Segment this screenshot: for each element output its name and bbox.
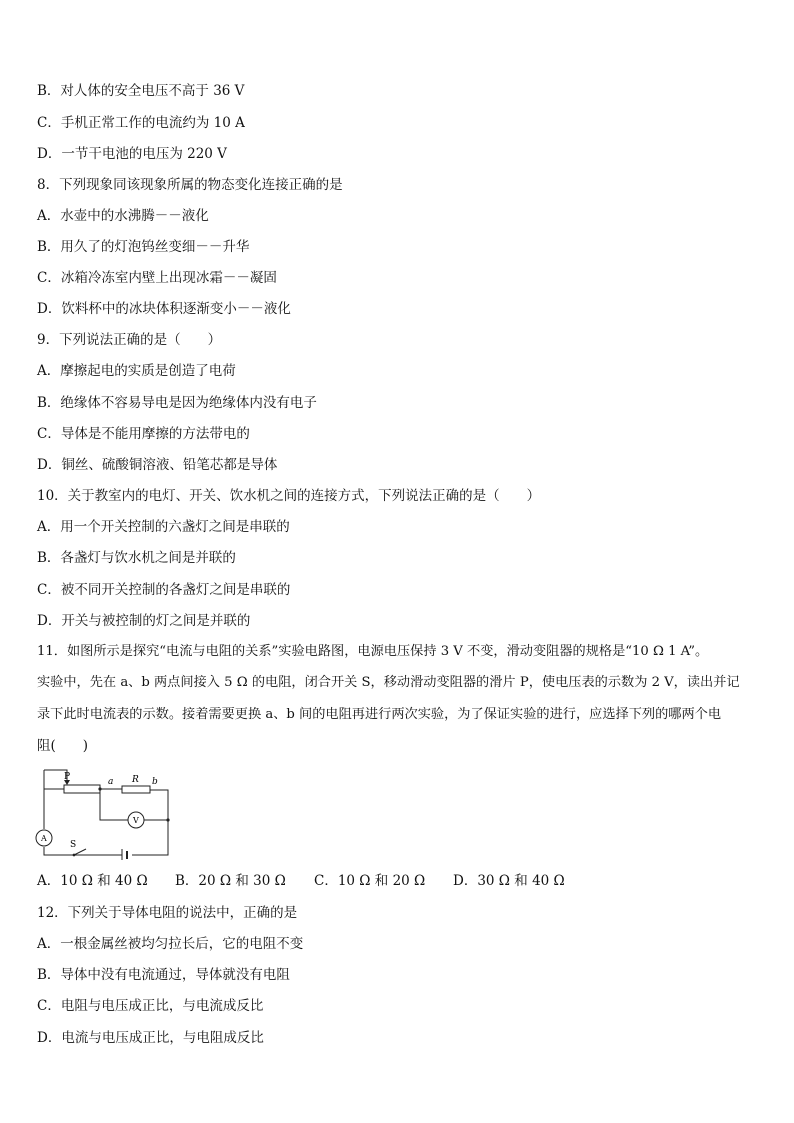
- q12-option-d: D．电流与电压成正比，与电阻成反比: [37, 1030, 264, 1046]
- label-b: b: [152, 777, 158, 787]
- q7-option-b: B．对人体的安全电压不高于 36 V: [37, 83, 245, 99]
- junction-b: [166, 818, 169, 821]
- q11-stem-line-1: 11．如图所示是探究“电流与电阻的关系”实验电路图，电源电压保持 3 V 不变，滑动变阻器的规格是“10 Ω 1 A”。: [37, 644, 709, 659]
- q7-option-c: C．手机正常工作的电流约为 10 A: [37, 115, 245, 131]
- q8-option-a: A．水壶中的水沸腾－－液化: [37, 208, 209, 224]
- label-p: P: [64, 772, 71, 782]
- q8-option-b: B．用久了的灯泡钨丝变细－－升华: [37, 239, 250, 255]
- resistor-r: [122, 786, 150, 793]
- q9-option-d: D．铜丝、硫酸铜溶液、铅笔芯都是导体: [37, 457, 278, 473]
- label-r: R: [132, 775, 139, 785]
- q11-option-a: A．10 Ω 和 40 Ω: [37, 873, 148, 889]
- label-a: a: [108, 777, 114, 787]
- q8-stem: 8．下列现象同该现象所属的物态变化连接正确的是: [37, 177, 343, 193]
- q11-stem-line-3: 录下此时电流表的示数。接着需要更换 a、b 间的电阻再进行两次实验，为了保证实验的进行，应选择下列的哪两个电: [37, 707, 722, 722]
- q9-option-b: B．绝缘体不容易导电是因为绝缘体内没有电子: [37, 395, 317, 411]
- q9-option-a: A．摩擦起电的实质是创造了电荷: [37, 363, 236, 379]
- q12-stem: 12．下列关于导体电阻的说法中，正确的是: [37, 905, 298, 921]
- q11-option-d: D．30 Ω 和 40 Ω: [453, 873, 565, 889]
- q10-option-a: A．用一个开关控制的六盏灯之间是串联的: [37, 519, 290, 535]
- q10-option-b: B．各盏灯与饮水机之间是并联的: [37, 550, 236, 566]
- q11-options: [37, 872, 565, 890]
- q11-option-b: B．20 Ω 和 30 Ω: [175, 873, 286, 889]
- q12-option-a: A．一根金属丝被均匀拉长后，它的电阻不变: [37, 936, 304, 952]
- label-switch: S: [70, 840, 77, 850]
- wire-voltmeter-left: [100, 789, 128, 820]
- q11-stem-line-2: 实验中，先在 a、b 两点间接入 5 Ω 的电阻，闭合开关 S，移动滑动变阻器的滑片 P，使电压表的示数为 2 V，读出并记: [37, 675, 740, 690]
- q12-option-b: B．导体中没有电流通过，导体就没有电阻: [37, 967, 290, 983]
- q11-stem-line-4: 阻( ): [37, 738, 89, 754]
- q7-option-d: D．一节干电池的电压为 220 V: [37, 146, 227, 162]
- q9-option-c: C．导体是不能用摩擦的方法带电的: [37, 426, 250, 442]
- switch-contact: [73, 854, 76, 857]
- rheostat: [64, 785, 100, 793]
- q12-option-c: C．电阻与电压成正比，与电流成反比: [37, 998, 264, 1014]
- q9-stem: 9．下列说法正确的是（ ）: [37, 332, 222, 348]
- q10-option-c: C．被不同开关控制的各盏灯之间是串联的: [37, 582, 291, 598]
- q8-option-d: D．饮料杯中的冰块体积逐渐变小－－液化: [37, 301, 291, 317]
- junction-a: [98, 787, 101, 790]
- q8-option-c: C．冰箱冷冻室内壁上出现冰霜－－凝固: [37, 270, 277, 286]
- q10-stem: 10．关于教室内的电灯、开关、饮水机之间的连接方式，下列说法正确的是（ ）: [37, 488, 541, 504]
- label-ammeter: A: [41, 834, 47, 843]
- circuit-diagram: [34, 765, 174, 860]
- label-voltmeter: V: [133, 816, 139, 825]
- q10-option-d: D．开关与被控制的灯之间是并联的: [37, 613, 251, 629]
- q11-option-c: C．10 Ω 和 20 Ω: [314, 873, 426, 889]
